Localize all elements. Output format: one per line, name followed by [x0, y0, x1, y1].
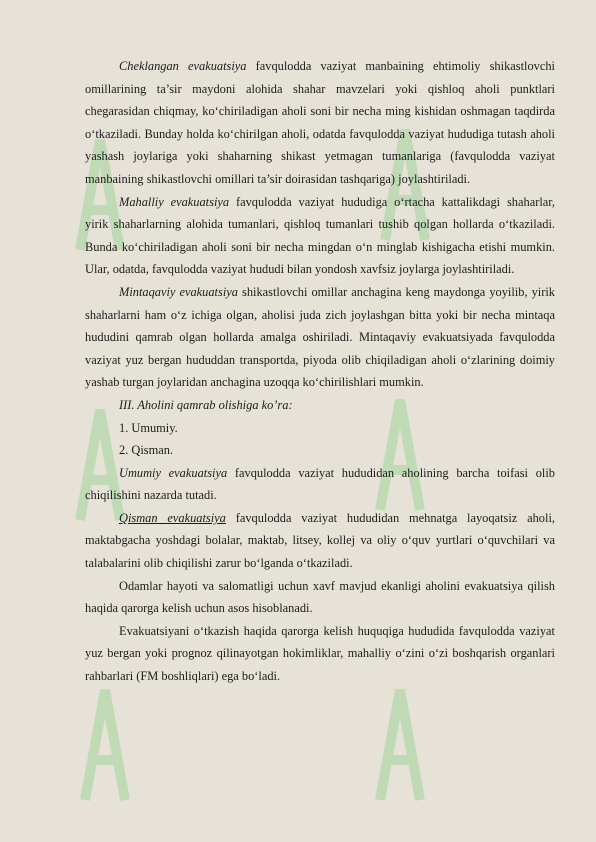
paragraph-authority: Evakuatsiyani o‘tkazish haqida qarorga kelish huquqiga hududida favqulodda vaziyat yuz bergan yoki prognoz qilinayotgan hokimliklar, mahalliy o‘zini o‘zi boshqarish organlari rahbarlari (FM boshliqlari) ega bo‘ladi. — [85, 623, 555, 684]
term-mahalliy: Mahalliy evakuatsiya — [119, 194, 230, 209]
paragraph-cheklangan: Cheklangan evakuatsiya favqulodda vaziyat manbaining ehtimoliy shikastlovchi omillarining ta’sir maydoni alohida shahar mavzelari yoki qishloq aholi punktlari chegarasidan chiqmay, ko‘chiriladigan aholi soni bir necha ming kishidan oshmagan taqdirda o‘tkaziladi. Bunday holda ko‘chirilgan aholi, odatda favqulodda vaziyat hududiga tutash aholi yashash joylariga yoki shaharning shikast yetmagan tumanlariga (favqulodda vaziyat manbaining shikastlovchi omillari ta’sir doirasidan tashqariga) joylashtiriladi. — [85, 59, 556, 186]
watermark-mark — [370, 680, 430, 810]
list-item: 1. Umumiy. — [119, 420, 178, 435]
paragraph-basis: Odamlar hayoti va salomatligi uchun xavf mavjud ekanligi aholini evakuatsiya qilish haqida qarorga kelish uchun asos hisoblanadi. — [85, 578, 555, 616]
section-heading: III. Aholini qamrab olishiga ko’ra: — [119, 397, 293, 412]
term-qisman: Qisman evakuatsiya — [119, 510, 226, 525]
term-mintaqaviy: Mintaqaviy evakuatsiya — [119, 284, 238, 299]
paragraph-qisman: Qisman evakuatsiya favqulodda vaziyat hududidan mehnatga layoqatsiz aholi, maktabgacha yoshdagi bolalar, maktab, litsey, kollej va oliy o‘quv yurtlari o‘quvchilari va talabalarini olib chiqilishi zarur bo‘lganda o‘tkaziladi. — [85, 510, 555, 571]
term-umumiy: Umumiy evakuatsiya — [119, 465, 228, 480]
list-item: 2. Qisman. — [119, 443, 174, 458]
body-text — [85, 55, 555, 688]
paragraph-mintaqaviy: Mintaqaviy evakuatsiya shikastlovchi omillar anchagina keng maydonga yoyilib, yirik shaharlarni ham o‘z ichiga olgan, aholisi juda zich joylashgan bitta yoki bir necha mintaqa hududini qamrab olgan hollarda amalga oshiriladi. Mintaqaviy evakuatsiyada favqulodda vaziyat yuz bergan hududdan transportda, piyoda olib chiqiladigan aholi o‘zlarining doimiy yashab turgan joylaridan anchagina uzoqqa ko‘chirilishlari mumkin. — [85, 284, 556, 390]
paragraph-mahalliy: Mahalliy evakuatsiya favqulodda vaziyat hududiga o‘rtacha kattalikdagi shaharlar, yirik shaharlarning alohida tumanlari, qishloq tumanlari tushib qolgan hollarda o‘tkaziladi. Bunda ko‘chiriladigan aholi soni bir necha mingdan o‘n minglab kishigacha etishi mumkin. Ular, odatda, favqulodda vaziyat hududi bilan yondosh xavfsiz joylarga joylashtiriladi. — [85, 194, 555, 277]
term-cheklangan: Cheklangan evakuatsiya — [119, 59, 247, 73]
paragraph-umumiy: Umumiy evakuatsiya favqulodda vaziyat hududidan aholining barcha toifasi olib chiqilishini nazarda tutadi. — [85, 465, 555, 503]
watermark-mark — [75, 680, 135, 810]
